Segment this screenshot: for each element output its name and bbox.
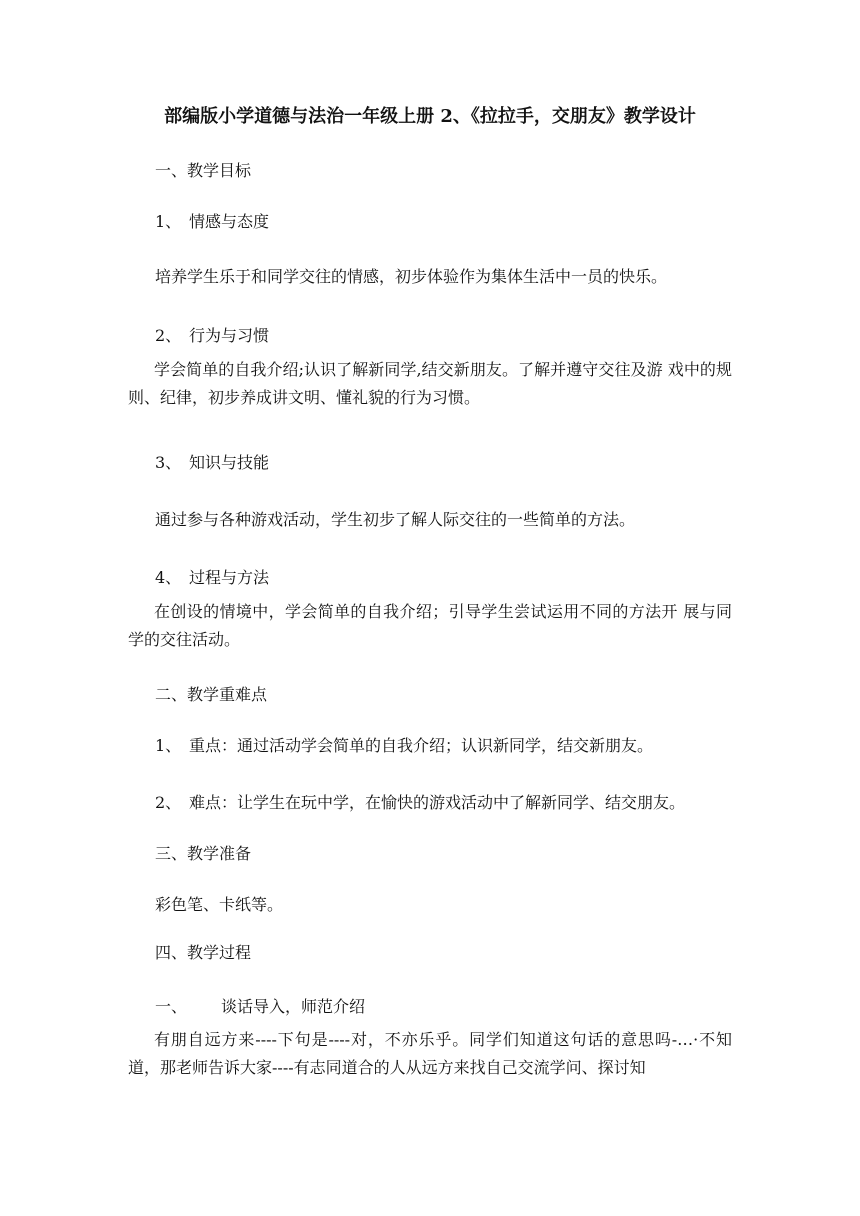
goal-3-text: 通过参与各种游戏活动，学生初步了解人际交往的一些简单的方法。 (155, 510, 636, 529)
section-heading-teaching-goals: 一、教学目标 (155, 161, 252, 180)
key-point-2-number: 2、 (155, 793, 182, 812)
goal-3-label: 知识与技能 (189, 453, 270, 472)
key-point-2-text: 难点：让学生在玩中学，在愉快的游戏活动中了解新同学、结交朋友。 (189, 793, 686, 812)
section-heading-key-points: 二、教学重难点 (155, 685, 268, 704)
goal-3-number: 3、 (155, 453, 182, 472)
step-1-label: 谈话导入，师范介绍 (221, 997, 366, 1016)
section-heading-preparation: 三、教学准备 (155, 844, 252, 863)
goal-3-heading (155, 452, 269, 474)
step-1-number: 一、 (155, 997, 188, 1016)
goal-2-number: 2、 (155, 326, 182, 345)
key-point-1 (155, 735, 653, 757)
goal-4-text: 在创设的情境中，学会简单的自我介绍；引导学生尝试运用不同的方法开 展与同学的交往活动。 (128, 602, 732, 649)
goal-4-number: 4、 (155, 568, 182, 587)
key-point-1-number: 1、 (155, 736, 182, 755)
step-1-heading (155, 996, 365, 1018)
goal-4-heading (155, 567, 269, 589)
goal-1-label: 情感与态度 (189, 212, 270, 231)
goal-1-heading (155, 211, 269, 233)
section-heading-process: 四、教学过程 (155, 943, 252, 962)
goal-1-text: 培养学生乐于和同学交往的情感，初步体验作为集体生活中一员的快乐。 (155, 267, 668, 286)
key-point-1-text: 重点：通过活动学会简单的自我介绍；认识新同学，结交新朋友。 (189, 736, 654, 755)
goal-2-label: 行为与习惯 (189, 326, 270, 345)
goal-2-heading (155, 325, 269, 347)
step-1-text: 有朋自远方来----下句是----对，不亦乐乎。同学们知道这句话的意思吗-…·不知道，那老师告诉大家----有志同道合的人从远方来找自己交流学问、探讨知 (128, 1030, 732, 1077)
goal-2-text: 学会简单的自我介绍;认识了解新同学,结交新朋友。了解并遵守交往及游 戏中的规则、纪律，初步养成讲文明、懂礼貌的行为习惯。 (128, 360, 732, 407)
document-title: 部编版小学道德与法治一年级上册 2、《拉拉手，交朋友》教学设计 (164, 106, 696, 127)
preparation-text: 彩色笔、卡纸等。 (155, 895, 284, 914)
goal-1-number: 1、 (155, 212, 182, 231)
goal-4-label: 过程与方法 (189, 568, 270, 587)
key-point-2 (155, 792, 685, 814)
